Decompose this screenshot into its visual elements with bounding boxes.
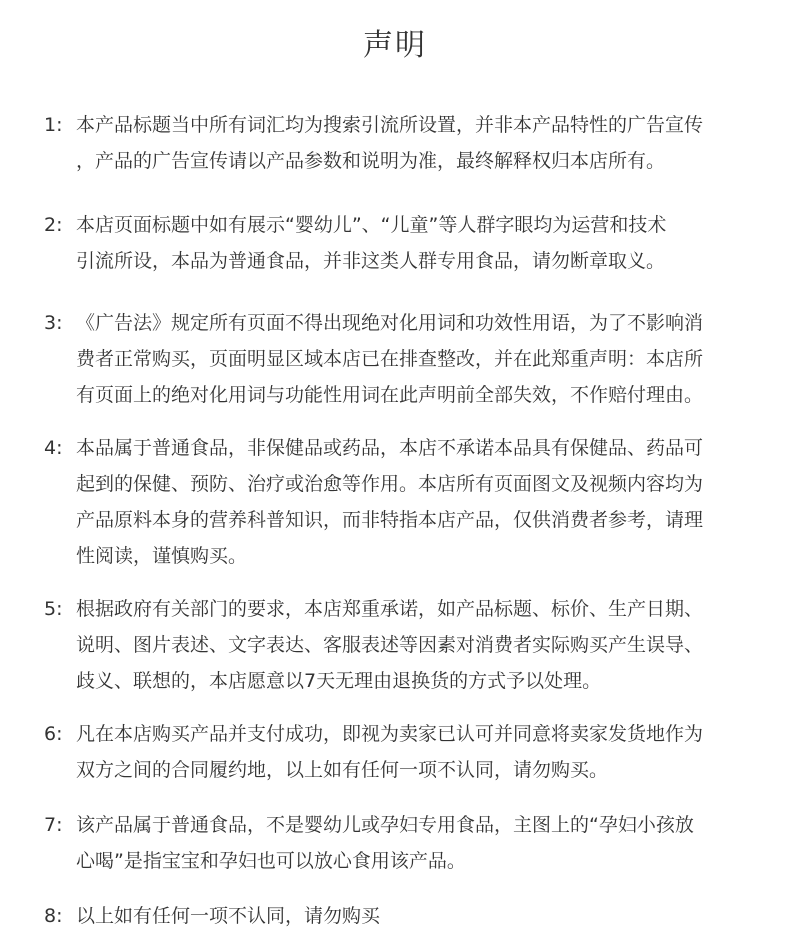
item-text: 《广告法》规定所有页面不得出现绝对化用词和功效性用语，为了不影响消 费者正常购买，页面明显区域本店已在排查整改，并在此郑重声明：本店所 有页面上的绝对化用词与功能性用词在此声明前全部失效，不作赔付理由。 — [76, 312, 704, 406]
item-text: 本店页面标题中如有展示“婴幼儿”、“儿童”等人群字眼均为运营和技术 引流所设，本品为普通食品，并非这类人群专用食品，请勿断章取义。 — [76, 214, 667, 272]
item-number: 5: — [44, 598, 63, 620]
item-number: 8: — [44, 905, 63, 927]
item-number: 2: — [44, 214, 63, 236]
item-number: 1: — [44, 114, 63, 136]
item-text: 本品属于普通食品，非保健品或药品，本店不承诺本品具有保健品、药品可 起到的保健、预防、治疗或治愈等作用。本店所有页面图文及视频内容均为 产品原料本身的营养科普知识，而非特指本店产品，仅供消费者参考，请理 性阅读，谨慎购买。 — [76, 437, 704, 567]
page-title: 声明 — [363, 28, 427, 63]
item-number: 7: — [44, 814, 63, 836]
item-text: 凡在本店购买产品并支付成功，即视为卖家已认可并同意将卖家发货地作为 双方之间的合同履约地，以上如有任何一项不认同，请勿购买。 — [76, 723, 704, 781]
item-text: 该产品属于普通食品，不是婴幼儿或孕妇专用食品，主图上的“孕妇小孩放 心喝”是指宝宝和孕妇也可以放心食用该产品。 — [76, 814, 694, 872]
item-number: 4: — [44, 437, 63, 459]
item-text: 以上如有任何一项不认同，请勿购买 — [76, 905, 381, 927]
item-number: 3: — [44, 312, 63, 334]
item-text: 本产品标题当中所有词汇均为搜索引流所设置，并非本产品特性的广告宣传 ，产品的广告宣传请以产品参数和说明为准，最终解释权归本店所有。 — [76, 114, 704, 172]
item-text: 根据政府有关部门的要求，本店郑重承诺，如产品标题、标价、生产日期、 说明、图片表述、文字表达、客服表述等因素对消费者实际购买产生误导、 歧义、联想的，本店愿意以7天无理由退换货的方式予以处理。 — [76, 598, 704, 692]
item-number: 6: — [44, 723, 63, 745]
